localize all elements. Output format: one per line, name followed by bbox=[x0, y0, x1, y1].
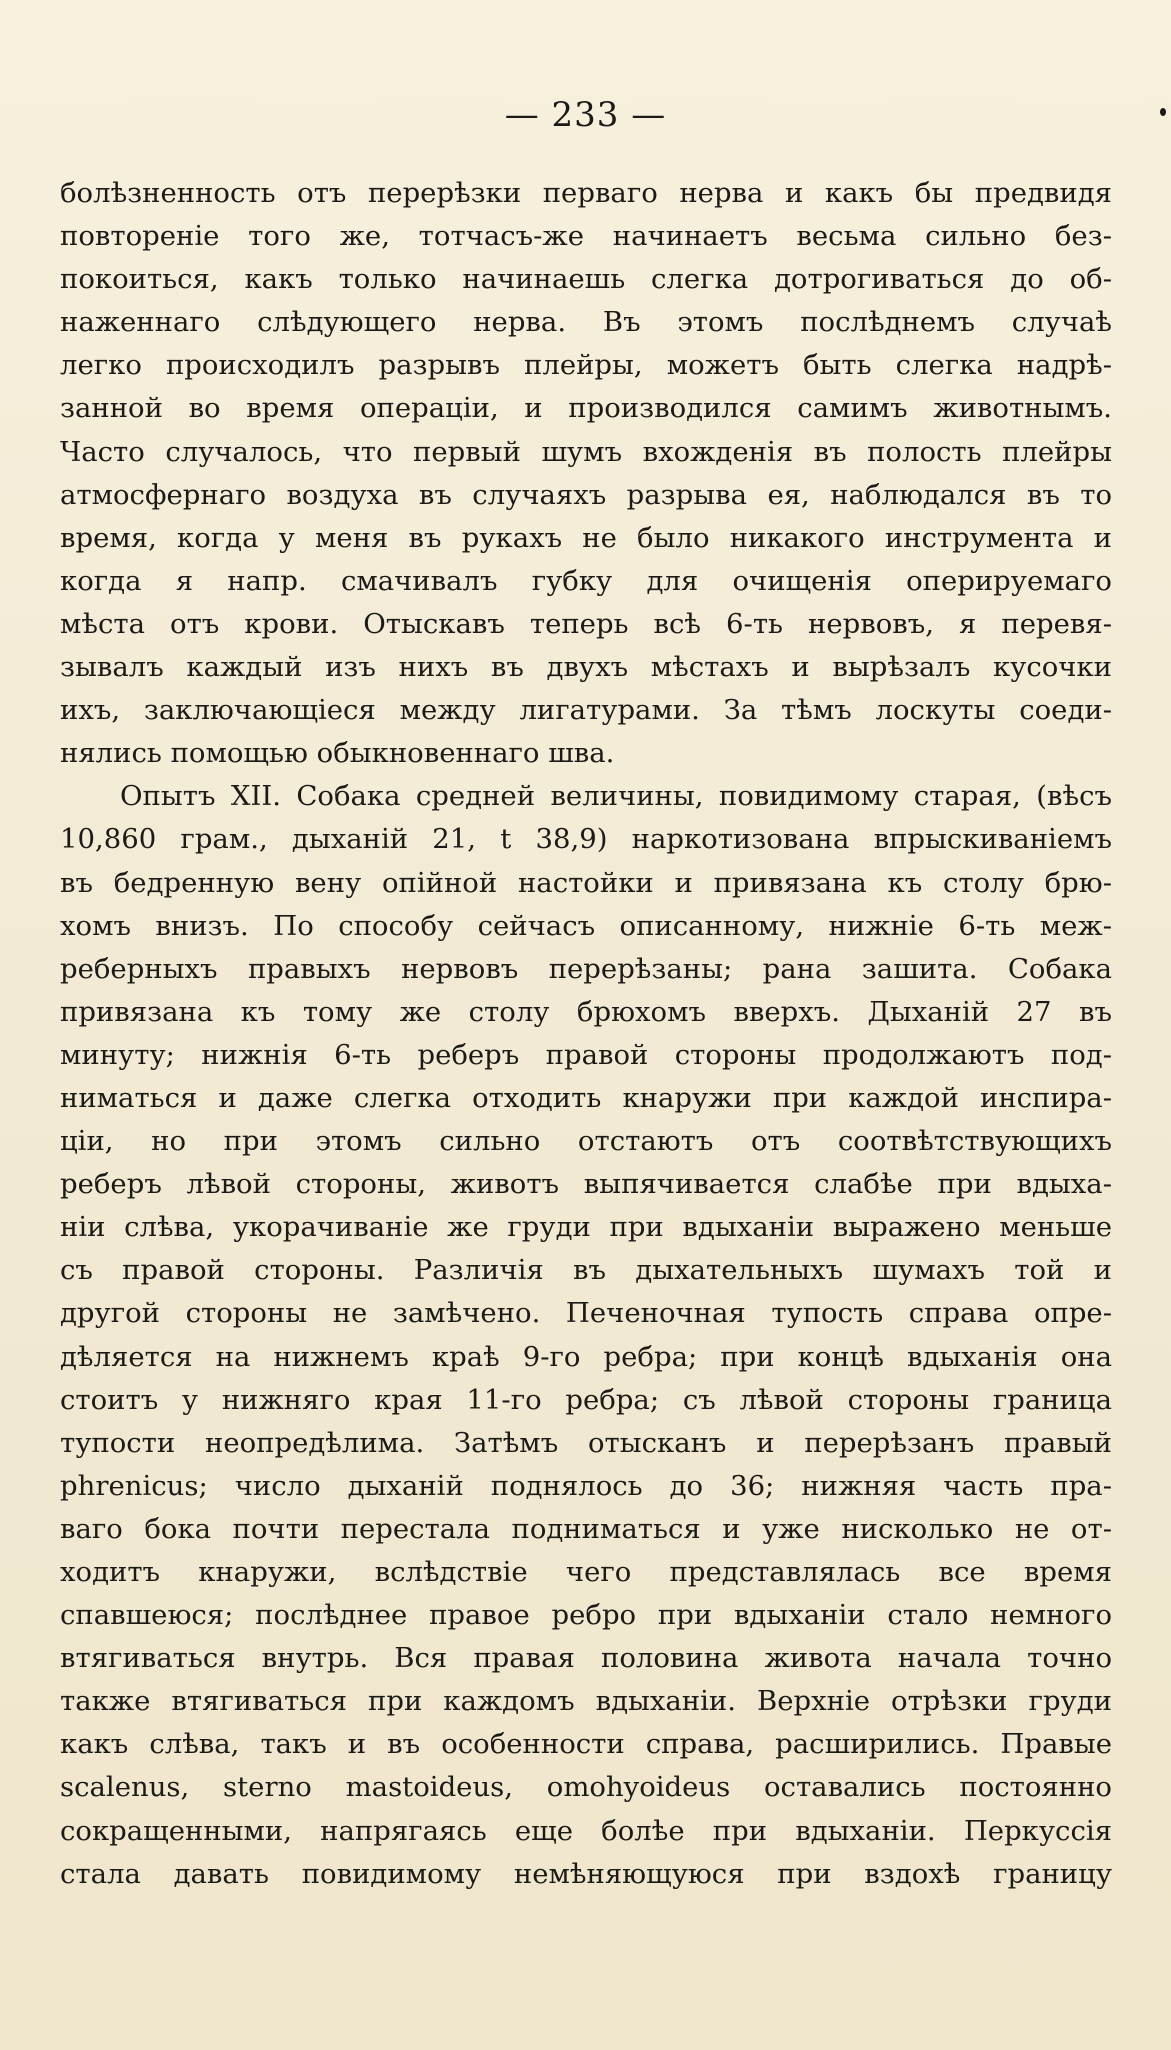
text-line: легко происходилъ разрывъ плейры, можетъ быть слегка надрѣ- bbox=[60, 349, 1112, 382]
text-line: какъ слѣва, такъ и въ особенности справа, расширились. Правые bbox=[60, 1728, 1112, 1761]
text-line: phrenicus; число дыханій поднялось до 36; нижняя часть пра- bbox=[60, 1469, 1112, 1502]
text-line: ніи слѣва, укорачиваніе же груди при вдыханіи выражено меньше bbox=[60, 1211, 1112, 1244]
text-line: реберъ лѣвой стороны, животъ выпячивается слабѣе при вдыха- bbox=[60, 1168, 1112, 1201]
text-line: другой стороны не замѣчено. Печеночная тупость справа опре- bbox=[60, 1297, 1112, 1330]
text-line: сокращенными, напрягаясь еще болѣе при вдыханіи. Перкуссія bbox=[60, 1814, 1112, 1847]
text-line: scalenus, sterno mastoideus, omohyoideus оставались постоянно bbox=[60, 1771, 1112, 1804]
text-line: реберныхъ правыхъ нервовъ перерѣзаны; рана зашита. Собака bbox=[60, 952, 1112, 985]
text-line: ваго бока почти перестала подниматься и уже нисколько не от- bbox=[60, 1512, 1112, 1545]
text-line: покоиться, какъ только начинаешь слегка дотрогиваться до об- bbox=[60, 263, 1112, 296]
text-line: спавшеюся; послѣднее правое ребро при вдыханіи стало немного bbox=[60, 1599, 1112, 1632]
text-line: также втягиваться при каждомъ вдыханіи. Верхніе отрѣзки груди bbox=[60, 1685, 1112, 1718]
text-line: ходитъ кнаружи, вслѣдствіе чего представлялась все время bbox=[60, 1556, 1112, 1588]
text-line: зывалъ каждый изъ нихъ въ двухъ мѣстахъ и вырѣзалъ кусочки bbox=[60, 651, 1112, 684]
text-line: болѣзненность отъ перерѣзки перваго нерва и какъ бы предвидя bbox=[60, 177, 1112, 209]
ink-dot bbox=[1160, 108, 1166, 116]
text-line: минуту; нижнія 6-ть реберъ правой стороны продолжаютъ под- bbox=[60, 1038, 1112, 1071]
text-line: ціи, но при этомъ сильно отстаютъ отъ соотвѣтствующихъ bbox=[60, 1125, 1112, 1158]
text-line: стала давать повидимому немѣняющуюся при вздохѣ границу bbox=[60, 1857, 1112, 1890]
body-text bbox=[60, 172, 1112, 1896]
text-line: ихъ, заключающіеся между лигатурами. За тѣмъ лоскуты соеди- bbox=[60, 694, 1112, 727]
text-line: мѣста отъ крови. Отыскавъ теперь всѣ 6-ть нервовъ, я перевя- bbox=[60, 607, 1112, 640]
text-line: наженнаго слѣдующего нерва. Въ этомъ послѣднемъ случаѣ bbox=[60, 306, 1112, 339]
text-line: втягиваться внутрь. Вся правая половина живота начала точно bbox=[60, 1642, 1112, 1675]
text-line: съ правой стороны. Различія въ дыхательныхъ шумахъ той и bbox=[60, 1254, 1112, 1287]
text-line: хомъ внизъ. По способу сейчасъ описанному, нижніе 6-ть меж- bbox=[60, 909, 1112, 942]
text-line: привязана къ тому же столу брюхомъ вверхъ. Дыханій 27 въ bbox=[60, 995, 1112, 1028]
text-line: въ бедренную вену опійной настойки и привязана къ столу брю- bbox=[60, 866, 1112, 899]
text-line: атмосфернаго воздуха въ случаяхъ разрыва ея, наблюдался въ то bbox=[60, 478, 1112, 511]
text-line: нялись помощью обыкновеннаго шва. bbox=[60, 737, 615, 770]
text-line: когда я напр. смачивалъ губку для очищенія оперируемаго bbox=[60, 564, 1112, 597]
text-line: стоитъ у нижняго края 11-го ребра; съ лѣвой стороны граница bbox=[60, 1383, 1112, 1416]
text-line: повтореніе того же, тотчасъ-же начинаетъ весьма сильно без- bbox=[60, 220, 1112, 253]
text-line: Опытъ XII. Собака средней величины, повидимому старая, (вѣсъ bbox=[120, 780, 1112, 813]
page-number: — 233 — bbox=[504, 95, 667, 135]
text-line: занной во время операціи, и производился самимъ животнымъ. bbox=[60, 392, 1112, 425]
text-line: дѣляется на нижнемъ краѣ 9-го ребра; при концѣ вдыханія она bbox=[60, 1340, 1112, 1373]
text-line: 10,860 грам., дыханій 21, t 38,9) наркотизована впрыскиваніемъ bbox=[60, 823, 1112, 856]
text-line: тупости неопредѣлима. Затѣмъ отысканъ и перерѣзанъ правый bbox=[60, 1426, 1112, 1459]
text-line: Часто случалось, что первый шумъ вхожденія въ полость плейры bbox=[60, 435, 1112, 468]
text-line: ниматься и даже слегка отходить кнаружи при каждой инспира- bbox=[60, 1081, 1112, 1114]
text-line: время, когда у меня въ рукахъ не было никакого инструмента и bbox=[60, 521, 1112, 554]
